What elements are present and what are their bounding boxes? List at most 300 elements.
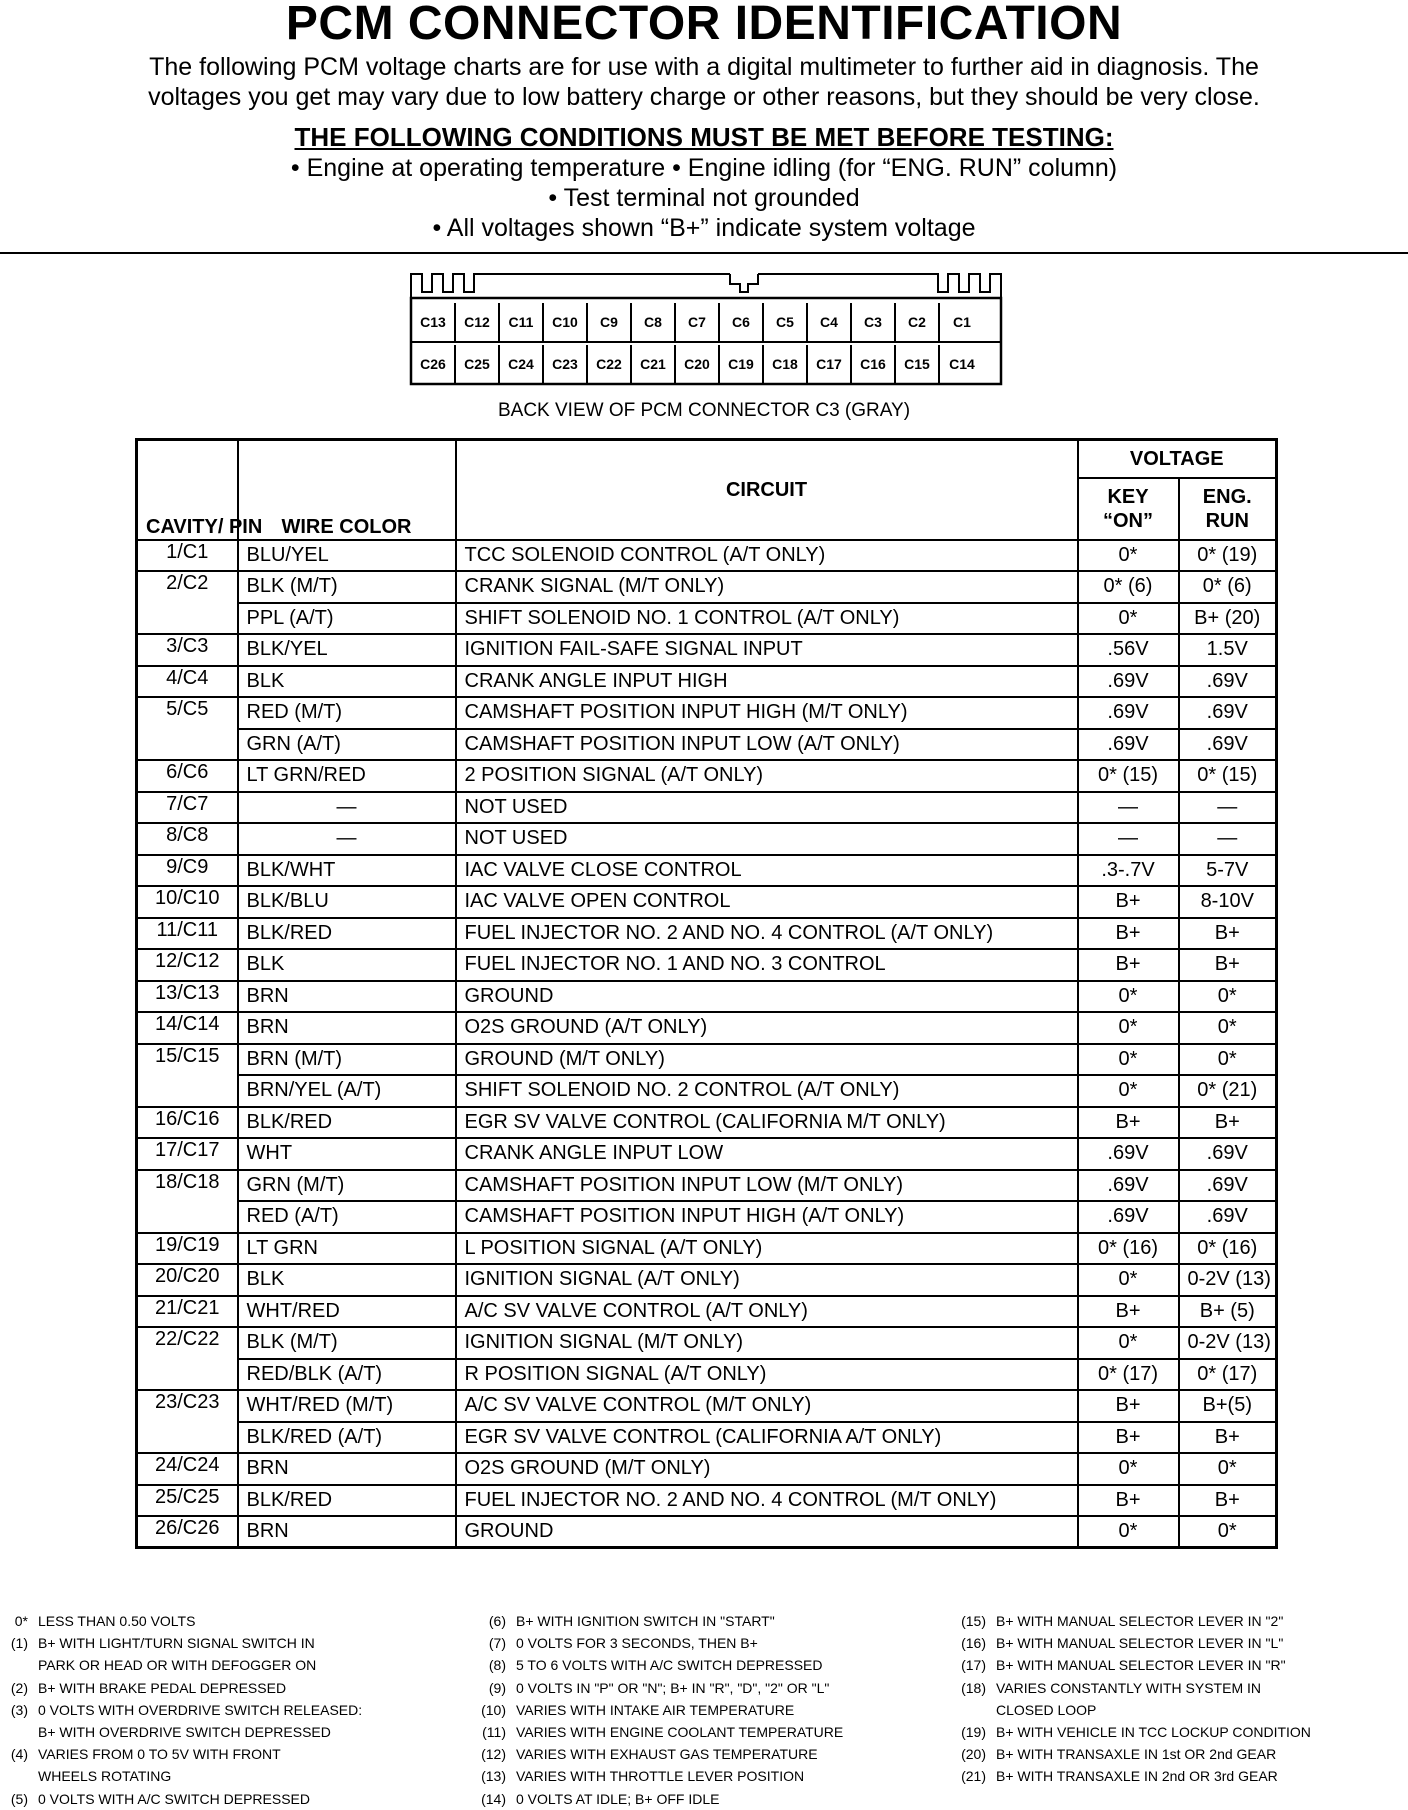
footnote bbox=[958, 1610, 1311, 1632]
footnote-key bbox=[0, 1721, 38, 1743]
connector-pin: C22 bbox=[588, 345, 632, 383]
footnote-text: 0 VOLTS AT IDLE; B+ OFF IDLE bbox=[516, 1790, 720, 1807]
connector-pin: C19 bbox=[720, 345, 764, 383]
cell-circuit: IGNITION FAIL-SAFE SIGNAL INPUT bbox=[456, 634, 1078, 666]
footnote-text: VARIES FROM 0 TO 5V WITH FRONT bbox=[38, 1746, 281, 1763]
cell-circuit: CAMSHAFT POSITION INPUT LOW (A/T ONLY) bbox=[456, 729, 1078, 761]
footnote-key: (13) bbox=[481, 1768, 506, 1785]
connector-pin: C9 bbox=[588, 303, 632, 341]
footnote-text: B+ WITH MANUAL SELECTOR LEVER IN "L" bbox=[996, 1635, 1284, 1652]
footnote bbox=[958, 1743, 1311, 1765]
divider bbox=[0, 252, 1408, 254]
cell-wire: BLK/WHT bbox=[238, 855, 456, 887]
header-voltage: VOLTAGE bbox=[1078, 440, 1277, 478]
table-row bbox=[137, 729, 1277, 761]
intro-line-2: voltages you get may vary due to low battery charge or other reasons, but they should be very close. bbox=[148, 83, 1260, 111]
table-row bbox=[137, 1138, 1277, 1170]
cell-eng-run: 0-2V (13) bbox=[1179, 1264, 1277, 1296]
cell-wire: BLK/RED (A/T) bbox=[238, 1422, 456, 1454]
footnote bbox=[478, 1610, 843, 1632]
connector-pin: C21 bbox=[632, 345, 676, 383]
cell-eng-run: 0* (19) bbox=[1179, 540, 1277, 572]
footnote bbox=[958, 1699, 1311, 1721]
footnote-key: (6) bbox=[488, 1613, 506, 1629]
cell-circuit: SHIFT SOLENOID NO. 2 CONTROL (A/T ONLY) bbox=[456, 1075, 1078, 1107]
cell-wire: LT GRN/RED bbox=[238, 760, 456, 792]
cell-cavity: 26/C26 bbox=[137, 1516, 238, 1548]
connector-pin: C2 bbox=[896, 303, 940, 341]
cell-cavity: 8/C8 bbox=[137, 823, 238, 855]
table-row bbox=[137, 1359, 1277, 1391]
footnote-text: B+ WITH TRANSAXLE IN 2nd OR 3rd GEAR bbox=[996, 1768, 1278, 1785]
footnote-key: 0* bbox=[14, 1613, 28, 1629]
cell-wire: RED (M/T) bbox=[238, 697, 456, 729]
footnote-text: 0 VOLTS WITH A/C SWITCH DEPRESSED bbox=[38, 1790, 311, 1807]
cell-cavity: 17/C17 bbox=[137, 1138, 238, 1170]
table-row bbox=[137, 792, 1277, 824]
cell-wire: BRN (M/T) bbox=[238, 1044, 456, 1076]
footnote-key: (1) bbox=[10, 1635, 28, 1652]
cell-circuit: O2S GROUND (M/T ONLY) bbox=[456, 1453, 1078, 1485]
footnote-text: CLOSED LOOP bbox=[996, 1701, 1097, 1718]
cell-cavity: 13/C13 bbox=[137, 981, 238, 1013]
cell-cavity: 4/C4 bbox=[137, 666, 238, 698]
cell-eng-run: — bbox=[1179, 823, 1277, 855]
cell-eng-run: 0* bbox=[1179, 1044, 1277, 1076]
connector-pin: C25 bbox=[456, 345, 500, 383]
footnote-text: B+ WITH MANUAL SELECTOR LEVER IN "R" bbox=[996, 1657, 1286, 1674]
cell-circuit: CRANK ANGLE INPUT HIGH bbox=[456, 666, 1078, 698]
connector-pin: C10 bbox=[544, 303, 588, 341]
table-row bbox=[137, 886, 1277, 918]
footnote-key: (4) bbox=[10, 1746, 28, 1763]
header-cavity: CAVITY/ PIN bbox=[137, 440, 238, 540]
cell-key-on: 0* (17) bbox=[1078, 1359, 1179, 1391]
footnote-key: (2) bbox=[10, 1679, 28, 1696]
cell-wire: — bbox=[238, 823, 456, 855]
cell-key-on: 0* bbox=[1078, 1075, 1179, 1107]
cell-eng-run: — bbox=[1179, 792, 1277, 824]
cell-wire: BLK bbox=[238, 1264, 456, 1296]
footnote-text: WHEELS ROTATING bbox=[38, 1768, 172, 1785]
connector-pin: C16 bbox=[852, 345, 896, 383]
footnote-key: (3) bbox=[10, 1701, 28, 1718]
cell-key-on: 0* bbox=[1078, 1264, 1179, 1296]
cell-eng-run: B+ (5) bbox=[1179, 1296, 1277, 1328]
cell-key-on: — bbox=[1078, 792, 1179, 824]
cell-eng-run: .69V bbox=[1179, 1170, 1277, 1202]
table-row bbox=[137, 1170, 1277, 1202]
cell-eng-run: 0-2V (13) bbox=[1179, 1327, 1277, 1359]
connector-pin: C14 bbox=[949, 356, 975, 372]
cell-cavity: 12/C12 bbox=[137, 949, 238, 981]
footnote-text: VARIES WITH EXHAUST GAS TEMPERATURE bbox=[516, 1746, 818, 1763]
cell-key-on: 0* bbox=[1078, 1327, 1179, 1359]
cell-key-on: B+ bbox=[1078, 1107, 1179, 1139]
table-row bbox=[137, 1327, 1277, 1359]
footnote bbox=[478, 1677, 843, 1699]
footnote-text: VARIES WITH ENGINE COOLANT TEMPERATURE bbox=[516, 1724, 844, 1741]
table-row bbox=[137, 855, 1277, 887]
connector-pin: C3 bbox=[852, 303, 896, 341]
cell-wire: RED/BLK (A/T) bbox=[238, 1359, 456, 1391]
cell-cavity: 22/C22 bbox=[137, 1327, 238, 1390]
footnote bbox=[478, 1632, 843, 1654]
cell-circuit: A/C SV VALVE CONTROL (A/T ONLY) bbox=[456, 1296, 1078, 1328]
cell-eng-run: .69V bbox=[1179, 1201, 1277, 1233]
footnote-text: 5 TO 6 VOLTS WITH A/C SWITCH DEPRESSED bbox=[516, 1657, 823, 1674]
connector-pin: C1 bbox=[953, 314, 971, 330]
cell-cavity: 11/C11 bbox=[137, 918, 238, 950]
cell-circuit: EGR SV VALVE CONTROL (CALIFORNIA A/T ONLY) bbox=[456, 1422, 1078, 1454]
table-row bbox=[137, 1075, 1277, 1107]
intro-line-1: The following PCM voltage charts are for use with a digital multimeter to further aid in diagnosis. The bbox=[149, 53, 1259, 81]
cell-wire: BRN bbox=[238, 1516, 456, 1548]
cell-eng-run: 0* (16) bbox=[1179, 1233, 1277, 1265]
cell-eng-run: 0* bbox=[1179, 1012, 1277, 1044]
footnote bbox=[478, 1743, 843, 1765]
connector-pin: C18 bbox=[764, 345, 808, 383]
cell-circuit: IGNITION SIGNAL (M/T ONLY) bbox=[456, 1327, 1078, 1359]
cell-cavity: 21/C21 bbox=[137, 1296, 238, 1328]
cell-cavity: 14/C14 bbox=[137, 1012, 238, 1044]
cell-circuit: IAC VALVE OPEN CONTROL bbox=[456, 886, 1078, 918]
footnote bbox=[478, 1654, 843, 1676]
cell-key-on: B+ bbox=[1078, 886, 1179, 918]
table-row bbox=[137, 823, 1277, 855]
cell-cavity: 10/C10 bbox=[137, 886, 238, 918]
connector-pin: C4 bbox=[808, 303, 852, 341]
cell-circuit: GROUND bbox=[456, 1516, 1078, 1548]
cell-key-on: .3-.7V bbox=[1078, 855, 1179, 887]
cell-eng-run: B+ bbox=[1179, 1422, 1277, 1454]
cell-circuit: SHIFT SOLENOID NO. 1 CONTROL (A/T ONLY) bbox=[456, 603, 1078, 635]
footnote bbox=[0, 1699, 362, 1721]
table-row bbox=[137, 1233, 1277, 1265]
footnote-key: (9) bbox=[488, 1679, 506, 1696]
table-row bbox=[137, 1296, 1277, 1328]
cell-wire: LT GRN bbox=[238, 1233, 456, 1265]
cell-cavity: 3/C3 bbox=[137, 634, 238, 666]
cell-cavity: 18/C18 bbox=[137, 1170, 238, 1233]
table-row bbox=[137, 1390, 1277, 1422]
condition-2: • Test terminal not grounded bbox=[548, 184, 860, 212]
cell-key-on: 0* (15) bbox=[1078, 760, 1179, 792]
table-row bbox=[137, 1453, 1277, 1485]
cell-cavity: 5/C5 bbox=[137, 697, 238, 760]
footnote-text: LESS THAN 0.50 VOLTS bbox=[38, 1613, 196, 1629]
footnote-text: B+ WITH LIGHT/TURN SIGNAL SWITCH IN bbox=[38, 1635, 315, 1652]
cell-wire: WHT/RED bbox=[238, 1296, 456, 1328]
cell-circuit: O2S GROUND (A/T ONLY) bbox=[456, 1012, 1078, 1044]
table-row bbox=[137, 949, 1277, 981]
cell-circuit: R POSITION SIGNAL (A/T ONLY) bbox=[456, 1359, 1078, 1391]
cell-key-on: 0* bbox=[1078, 1044, 1179, 1076]
cell-key-on: 0* bbox=[1078, 1012, 1179, 1044]
cell-circuit: L POSITION SIGNAL (A/T ONLY) bbox=[456, 1233, 1078, 1265]
footnote-key: (7) bbox=[488, 1635, 506, 1652]
footnote-key: (11) bbox=[482, 1724, 506, 1741]
cell-key-on: B+ bbox=[1078, 1390, 1179, 1422]
cell-wire: WHT bbox=[238, 1138, 456, 1170]
footnote bbox=[0, 1654, 362, 1676]
footnote-text: VARIES WITH INTAKE AIR TEMPERATURE bbox=[516, 1701, 795, 1718]
cell-circuit: CRANK SIGNAL (M/T ONLY) bbox=[456, 571, 1078, 603]
cell-eng-run: B+ bbox=[1179, 949, 1277, 981]
footnote-key bbox=[958, 1699, 996, 1721]
cell-cavity: 6/C6 bbox=[137, 760, 238, 792]
footnote-key: (12) bbox=[481, 1746, 506, 1763]
footnote-key: (8) bbox=[488, 1657, 506, 1674]
connector-pin: C11 bbox=[500, 303, 544, 341]
footnote-key: (21) bbox=[961, 1768, 986, 1785]
footnote-key bbox=[0, 1765, 38, 1787]
cell-eng-run: .69V bbox=[1179, 666, 1277, 698]
cell-key-on: 0* (6) bbox=[1078, 571, 1179, 603]
footnote-text: B+ WITH IGNITION SWITCH IN "START" bbox=[516, 1613, 775, 1629]
footnotes-col-3 bbox=[958, 1610, 1311, 1788]
footnote-key bbox=[0, 1654, 38, 1676]
cell-eng-run: 0* (6) bbox=[1179, 571, 1277, 603]
table-row bbox=[137, 760, 1277, 792]
cell-key-on: B+ bbox=[1078, 1485, 1179, 1517]
footnote-key: (18) bbox=[961, 1679, 986, 1696]
cell-wire: BLK/BLU bbox=[238, 886, 456, 918]
page-title: PCM CONNECTOR IDENTIFICATION bbox=[285, 0, 1123, 50]
cell-eng-run: 0* (15) bbox=[1179, 760, 1277, 792]
table-row bbox=[137, 540, 1277, 572]
footnote-key: (10) bbox=[481, 1701, 506, 1718]
table-row bbox=[137, 571, 1277, 603]
cell-eng-run: B+ bbox=[1179, 918, 1277, 950]
condition-3: • All voltages shown “B+” indicate system voltage bbox=[432, 214, 976, 242]
cell-wire: BRN bbox=[238, 1453, 456, 1485]
cell-cavity: 16/C16 bbox=[137, 1107, 238, 1139]
cell-eng-run: .69V bbox=[1179, 1138, 1277, 1170]
cell-eng-run: B+ bbox=[1179, 1107, 1277, 1139]
cell-key-on: 0* (16) bbox=[1078, 1233, 1179, 1265]
connector-pin: C17 bbox=[808, 345, 852, 383]
footnote bbox=[0, 1632, 362, 1654]
cell-eng-run: .69V bbox=[1179, 729, 1277, 761]
cell-eng-run: 0* bbox=[1179, 1453, 1277, 1485]
cell-wire: PPL (A/T) bbox=[238, 603, 456, 635]
cell-wire: GRN (M/T) bbox=[238, 1170, 456, 1202]
header-circuit: CIRCUIT bbox=[456, 440, 1078, 540]
footnote bbox=[958, 1765, 1311, 1787]
footnotes-col-1 bbox=[0, 1610, 362, 1810]
cell-wire: BLK (M/T) bbox=[238, 1327, 456, 1359]
footnote-key: (17) bbox=[961, 1657, 986, 1674]
cell-circuit: FUEL INJECTOR NO. 1 AND NO. 3 CONTROL bbox=[456, 949, 1078, 981]
cell-key-on: 0* bbox=[1078, 981, 1179, 1013]
cell-circuit: CAMSHAFT POSITION INPUT LOW (M/T ONLY) bbox=[456, 1170, 1078, 1202]
cell-key-on: 0* bbox=[1078, 603, 1179, 635]
footnote-key: (14) bbox=[481, 1790, 506, 1807]
cell-wire: RED (A/T) bbox=[238, 1201, 456, 1233]
footnote-text: B+ WITH BRAKE PEDAL DEPRESSED bbox=[38, 1679, 287, 1696]
table-row bbox=[137, 1201, 1277, 1233]
cell-circuit: IGNITION SIGNAL (A/T ONLY) bbox=[456, 1264, 1078, 1296]
cell-cavity: 7/C7 bbox=[137, 792, 238, 824]
footnote bbox=[958, 1677, 1311, 1699]
footnotes-col-2 bbox=[478, 1610, 843, 1810]
cell-cavity: 2/C2 bbox=[137, 571, 238, 634]
footnote-key: (20) bbox=[961, 1746, 986, 1763]
cell-cavity: 24/C24 bbox=[137, 1453, 238, 1485]
cell-circuit: CAMSHAFT POSITION INPUT HIGH (M/T ONLY) bbox=[456, 697, 1078, 729]
connector-bottom-row bbox=[412, 345, 984, 383]
footnote-text: PARK OR HEAD OR WITH DEFOGGER ON bbox=[38, 1657, 317, 1674]
cell-circuit: CAMSHAFT POSITION INPUT HIGH (A/T ONLY) bbox=[456, 1201, 1078, 1233]
cell-wire: BLK/RED bbox=[238, 1485, 456, 1517]
cell-key-on: .69V bbox=[1078, 729, 1179, 761]
cell-eng-run: B+ (20) bbox=[1179, 603, 1277, 635]
footnote-key: (5) bbox=[10, 1790, 28, 1807]
cell-cavity: 19/C19 bbox=[137, 1233, 238, 1265]
connector-pin: C23 bbox=[544, 345, 588, 383]
footnote bbox=[0, 1721, 362, 1743]
cell-key-on: .69V bbox=[1078, 1170, 1179, 1202]
connector-pin: C8 bbox=[632, 303, 676, 341]
cell-eng-run: 1.5V bbox=[1179, 634, 1277, 666]
footnote bbox=[478, 1699, 843, 1721]
footnote bbox=[0, 1765, 362, 1787]
cell-key-on: .69V bbox=[1078, 1138, 1179, 1170]
cell-key-on: — bbox=[1078, 823, 1179, 855]
table-row bbox=[137, 1485, 1277, 1517]
cell-wire: BRN/YEL (A/T) bbox=[238, 1075, 456, 1107]
cell-circuit: NOT USED bbox=[456, 823, 1078, 855]
cell-circuit: IAC VALVE CLOSE CONTROL bbox=[456, 855, 1078, 887]
cell-circuit: A/C SV VALVE CONTROL (M/T ONLY) bbox=[456, 1390, 1078, 1422]
cell-key-on: B+ bbox=[1078, 949, 1179, 981]
cell-wire: BRN bbox=[238, 1012, 456, 1044]
header-eng-run: ENG. RUN bbox=[1179, 478, 1277, 540]
footnote-text: B+ WITH VEHICLE IN TCC LOCKUP CONDITION bbox=[996, 1724, 1311, 1741]
footnote bbox=[478, 1765, 843, 1787]
table-row bbox=[137, 1044, 1277, 1076]
connector-pin: C13 bbox=[412, 303, 456, 341]
footnote bbox=[478, 1721, 843, 1743]
table-row bbox=[137, 1422, 1277, 1454]
cell-circuit: CRANK ANGLE INPUT LOW bbox=[456, 1138, 1078, 1170]
cell-circuit: 2 POSITION SIGNAL (A/T ONLY) bbox=[456, 760, 1078, 792]
cell-wire: BLK/YEL bbox=[238, 634, 456, 666]
connector-pin: C20 bbox=[676, 345, 720, 383]
table-row bbox=[137, 1516, 1277, 1548]
intro-text bbox=[60, 52, 1348, 112]
header-wire: WIRE COLOR bbox=[238, 440, 456, 540]
cell-cavity: 20/C20 bbox=[137, 1264, 238, 1296]
connector-top-row bbox=[412, 303, 984, 341]
cell-circuit: GROUND (M/T ONLY) bbox=[456, 1044, 1078, 1076]
footnote bbox=[0, 1610, 362, 1632]
cell-key-on: 0* bbox=[1078, 540, 1179, 572]
cell-cavity: 1/C1 bbox=[137, 540, 238, 572]
cell-circuit: FUEL INJECTOR NO. 2 AND NO. 4 CONTROL (A/T ONLY) bbox=[456, 918, 1078, 950]
footnote bbox=[958, 1632, 1311, 1654]
cell-eng-run: B+(5) bbox=[1179, 1390, 1277, 1422]
conditions-heading: THE FOLLOWING CONDITIONS MUST BE MET BEFORE TESTING: bbox=[294, 122, 1114, 152]
table-row bbox=[137, 697, 1277, 729]
connector-caption: BACK VIEW OF PCM CONNECTOR C3 (GRAY) bbox=[497, 400, 911, 421]
table-row bbox=[137, 634, 1277, 666]
footnote-text: VARIES CONSTANTLY WITH SYSTEM IN bbox=[996, 1679, 1261, 1696]
pcm-table bbox=[135, 438, 1278, 1549]
cell-key-on: .69V bbox=[1078, 697, 1179, 729]
cell-key-on: .56V bbox=[1078, 634, 1179, 666]
cell-eng-run: 0* bbox=[1179, 981, 1277, 1013]
cell-wire: BLK bbox=[238, 949, 456, 981]
footnote bbox=[0, 1677, 362, 1699]
table-row bbox=[137, 666, 1277, 698]
footnote bbox=[478, 1788, 843, 1810]
cell-eng-run: B+ bbox=[1179, 1485, 1277, 1517]
cell-wire: BLK/RED bbox=[238, 1107, 456, 1139]
cell-circuit: GROUND bbox=[456, 981, 1078, 1013]
cell-wire: GRN (A/T) bbox=[238, 729, 456, 761]
cell-wire: BLU/YEL bbox=[238, 540, 456, 572]
connector-pin: C24 bbox=[500, 345, 544, 383]
table-row bbox=[137, 603, 1277, 635]
condition-1: • Engine at operating temperature • Engine idling (for “ENG. RUN” column) bbox=[290, 154, 1118, 182]
cell-circuit: NOT USED bbox=[456, 792, 1078, 824]
cell-eng-run: 0* (17) bbox=[1179, 1359, 1277, 1391]
cell-wire: — bbox=[238, 792, 456, 824]
footnote-text: 0 VOLTS IN "P" OR "N"; B+ IN "R", "D", "2" OR "L" bbox=[516, 1679, 830, 1696]
footnote-text: 0 VOLTS WITH OVERDRIVE SWITCH RELEASED: bbox=[38, 1701, 363, 1718]
cell-key-on: B+ bbox=[1078, 918, 1179, 950]
footnote bbox=[0, 1788, 362, 1810]
cell-cavity: 25/C25 bbox=[137, 1485, 238, 1517]
cell-key-on: B+ bbox=[1078, 1296, 1179, 1328]
footnote-text: B+ WITH OVERDRIVE SWITCH DEPRESSED bbox=[38, 1724, 331, 1741]
cell-wire: BLK/RED bbox=[238, 918, 456, 950]
cell-key-on: 0* bbox=[1078, 1453, 1179, 1485]
table-row bbox=[137, 1012, 1277, 1044]
footnote-text: B+ WITH MANUAL SELECTOR LEVER IN "2" bbox=[996, 1613, 1284, 1629]
cell-wire: BLK (M/T) bbox=[238, 571, 456, 603]
connector-pin: C5 bbox=[764, 303, 808, 341]
cell-cavity: 23/C23 bbox=[137, 1390, 238, 1453]
table-row bbox=[137, 918, 1277, 950]
footnote bbox=[0, 1743, 362, 1765]
cell-eng-run: 0* (21) bbox=[1179, 1075, 1277, 1107]
cell-eng-run: 8-10V bbox=[1179, 886, 1277, 918]
cell-wire: BRN bbox=[238, 981, 456, 1013]
cell-eng-run: .69V bbox=[1179, 697, 1277, 729]
footnote bbox=[958, 1654, 1311, 1676]
connector-pin: C6 bbox=[720, 303, 764, 341]
cell-cavity: 15/C15 bbox=[137, 1044, 238, 1107]
cell-circuit: TCC SOLENOID CONTROL (A/T ONLY) bbox=[456, 540, 1078, 572]
connector-diagram bbox=[410, 270, 1002, 386]
footnote-text: 0 VOLTS FOR 3 SECONDS, THEN B+ bbox=[516, 1635, 758, 1652]
connector-pin: C26 bbox=[412, 345, 456, 383]
cell-key-on: 0* bbox=[1078, 1516, 1179, 1548]
cell-circuit: EGR SV VALVE CONTROL (CALIFORNIA M/T ONLY) bbox=[456, 1107, 1078, 1139]
connector-pin: C12 bbox=[456, 303, 500, 341]
connector-pin: C15 bbox=[896, 345, 940, 383]
footnote-key: (16) bbox=[961, 1635, 986, 1652]
cell-cavity: 9/C9 bbox=[137, 855, 238, 887]
cell-key-on: .69V bbox=[1078, 666, 1179, 698]
header-key-on: KEY “ON” bbox=[1078, 478, 1179, 540]
footnote bbox=[958, 1721, 1311, 1743]
table-row bbox=[137, 1107, 1277, 1139]
cell-key-on: B+ bbox=[1078, 1422, 1179, 1454]
